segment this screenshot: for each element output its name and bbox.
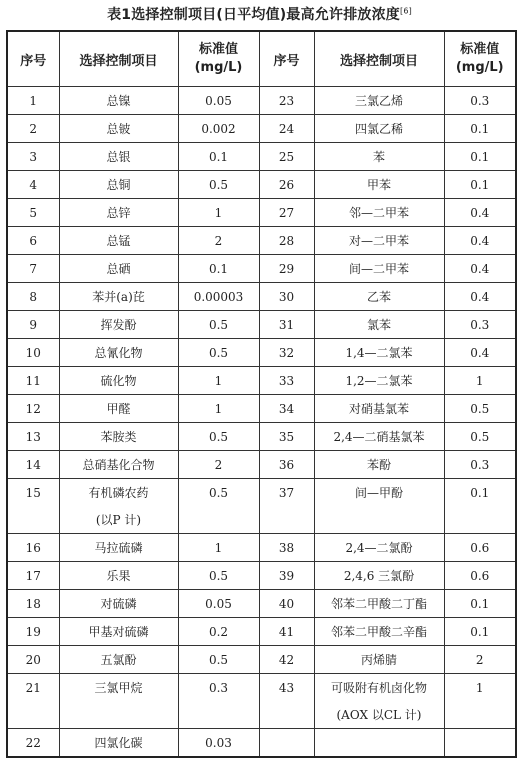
row-item-left: 挥发酚 bbox=[59, 311, 178, 339]
row-no-right: 31 bbox=[259, 311, 314, 339]
row-std-left bbox=[178, 506, 259, 534]
row-std-left: 0.002 bbox=[178, 115, 259, 143]
row-no-right: 38 bbox=[259, 534, 314, 562]
table-caption bbox=[0, 4, 519, 24]
row-no-right: 32 bbox=[259, 339, 314, 367]
table-row bbox=[7, 451, 516, 479]
row-no-left: 16 bbox=[7, 534, 59, 562]
row-item-left: 总铜 bbox=[59, 171, 178, 199]
row-item-right: (AOX 以CL 计) bbox=[314, 701, 444, 729]
row-std-left: 1 bbox=[178, 534, 259, 562]
table-row bbox=[7, 339, 516, 367]
row-std-right bbox=[444, 701, 516, 729]
row-no-right: 29 bbox=[259, 255, 314, 283]
row-std-right: 2 bbox=[444, 646, 516, 674]
row-item-right: 1,4—二氯苯 bbox=[314, 339, 444, 367]
row-std-left: 0.5 bbox=[178, 423, 259, 451]
row-item-left: 总锌 bbox=[59, 199, 178, 227]
row-no-right: 43 bbox=[259, 674, 314, 702]
row-item-right: 丙烯腈 bbox=[314, 646, 444, 674]
caption-reference: [6] bbox=[400, 6, 412, 16]
row-item-left: 总锰 bbox=[59, 227, 178, 255]
row-item-right: 三氯乙烯 bbox=[314, 87, 444, 115]
table-row bbox=[7, 534, 516, 562]
row-item-left: 总氰化物 bbox=[59, 339, 178, 367]
row-item-left: 有机磷农药 bbox=[59, 479, 178, 507]
row-std-right: 0.1 bbox=[444, 115, 516, 143]
row-std-left: 1 bbox=[178, 367, 259, 395]
row-std-left: 1 bbox=[178, 199, 259, 227]
row-item-right: 对硝基氯苯 bbox=[314, 395, 444, 423]
table-row bbox=[7, 227, 516, 255]
row-item-left: 甲基对硫磷 bbox=[59, 618, 178, 646]
header-std-right bbox=[444, 31, 516, 87]
row-item-right: 可吸附有机卤化物 bbox=[314, 674, 444, 702]
row-item-left: 总硝基化合物 bbox=[59, 451, 178, 479]
row-std-right: 0.6 bbox=[444, 534, 516, 562]
row-item-right: 邻—二甲苯 bbox=[314, 199, 444, 227]
row-no-left: 15 bbox=[7, 479, 59, 507]
row-no-left: 8 bbox=[7, 283, 59, 311]
row-no-left bbox=[7, 506, 59, 534]
row-no-left: 7 bbox=[7, 255, 59, 283]
row-std-left: 1 bbox=[178, 395, 259, 423]
row-std-right: 1 bbox=[444, 367, 516, 395]
row-no-left bbox=[7, 701, 59, 729]
row-item-left: 马拉硫磷 bbox=[59, 534, 178, 562]
header-no-left: 序号 bbox=[7, 31, 59, 87]
table-row bbox=[7, 311, 516, 339]
row-item-left: 苯并(a)芘 bbox=[59, 283, 178, 311]
row-no-left: 12 bbox=[7, 395, 59, 423]
row-std-left: 0.1 bbox=[178, 143, 259, 171]
row-item-right: 邻苯二甲酸二辛酯 bbox=[314, 618, 444, 646]
header-std-unit: (mg/L) bbox=[455, 60, 504, 75]
row-no-left: 4 bbox=[7, 171, 59, 199]
table-row bbox=[7, 283, 516, 311]
row-std-right: 0.3 bbox=[444, 311, 516, 339]
row-item-left: 三氯甲烷 bbox=[59, 674, 178, 702]
row-item-right: 2,4—二氯酚 bbox=[314, 534, 444, 562]
table-row bbox=[7, 506, 516, 534]
row-std-left: 0.05 bbox=[178, 590, 259, 618]
table-row bbox=[7, 729, 516, 758]
row-no-left: 22 bbox=[7, 729, 59, 758]
row-item-left: 总铍 bbox=[59, 115, 178, 143]
table-row bbox=[7, 255, 516, 283]
header-row bbox=[7, 31, 516, 87]
row-no-right: 35 bbox=[259, 423, 314, 451]
row-item-right: 1,2—二氯苯 bbox=[314, 367, 444, 395]
row-item-right: 2,4,6 三氯酚 bbox=[314, 562, 444, 590]
table-body bbox=[7, 87, 516, 758]
table-row bbox=[7, 590, 516, 618]
table-row bbox=[7, 199, 516, 227]
row-std-left: 0.5 bbox=[178, 171, 259, 199]
row-std-right: 0.5 bbox=[444, 395, 516, 423]
row-no-right: 36 bbox=[259, 451, 314, 479]
row-std-left: 0.2 bbox=[178, 618, 259, 646]
row-std-left: 0.1 bbox=[178, 255, 259, 283]
table-row bbox=[7, 674, 516, 702]
row-std-right: 0.4 bbox=[444, 227, 516, 255]
row-std-right: 0.1 bbox=[444, 590, 516, 618]
row-std-right bbox=[444, 506, 516, 534]
row-no-right bbox=[259, 729, 314, 758]
row-item-left bbox=[59, 701, 178, 729]
row-std-right: 0.1 bbox=[444, 143, 516, 171]
row-no-left: 6 bbox=[7, 227, 59, 255]
row-std-left: 0.5 bbox=[178, 339, 259, 367]
row-no-right: 23 bbox=[259, 87, 314, 115]
row-item-right: 2,4—二硝基氯苯 bbox=[314, 423, 444, 451]
row-no-left: 5 bbox=[7, 199, 59, 227]
table-row bbox=[7, 367, 516, 395]
table-row bbox=[7, 395, 516, 423]
row-std-right: 0.1 bbox=[444, 618, 516, 646]
row-std-left: 0.05 bbox=[178, 87, 259, 115]
row-no-left: 17 bbox=[7, 562, 59, 590]
row-no-left: 20 bbox=[7, 646, 59, 674]
row-std-left: 0.03 bbox=[178, 729, 259, 758]
row-item-right: 甲苯 bbox=[314, 171, 444, 199]
row-item-left: 乐果 bbox=[59, 562, 178, 590]
row-no-left: 21 bbox=[7, 674, 59, 702]
row-item-right: 苯 bbox=[314, 143, 444, 171]
row-no-left: 2 bbox=[7, 115, 59, 143]
row-item-right: 邻苯二甲酸二丁酯 bbox=[314, 590, 444, 618]
header-item-left: 选择控制项目 bbox=[59, 31, 178, 87]
table-row bbox=[7, 479, 516, 507]
header-std-label: 标准值 bbox=[460, 42, 500, 57]
row-no-right: 26 bbox=[259, 171, 314, 199]
emission-standards-table bbox=[6, 30, 517, 758]
header-item-right: 选择控制项目 bbox=[314, 31, 444, 87]
row-no-left: 10 bbox=[7, 339, 59, 367]
row-std-right: 1 bbox=[444, 674, 516, 702]
table-row bbox=[7, 423, 516, 451]
row-item-right: 苯酚 bbox=[314, 451, 444, 479]
row-no-left: 18 bbox=[7, 590, 59, 618]
table-row bbox=[7, 618, 516, 646]
row-item-right: 间—甲酚 bbox=[314, 479, 444, 507]
row-std-left: 2 bbox=[178, 227, 259, 255]
row-no-right: 24 bbox=[259, 115, 314, 143]
row-std-right: 0.3 bbox=[444, 451, 516, 479]
row-no-left: 19 bbox=[7, 618, 59, 646]
row-item-left: 总硒 bbox=[59, 255, 178, 283]
row-no-right: 28 bbox=[259, 227, 314, 255]
header-std-label: 标准值 bbox=[198, 42, 238, 57]
row-std-right: 0.3 bbox=[444, 87, 516, 115]
header-std-unit: (mg/L) bbox=[194, 60, 243, 75]
row-no-right: 34 bbox=[259, 395, 314, 423]
header-no-right: 序号 bbox=[259, 31, 314, 87]
table-row bbox=[7, 646, 516, 674]
row-no-left: 13 bbox=[7, 423, 59, 451]
row-item-left: 四氯化碳 bbox=[59, 729, 178, 758]
row-no-left: 3 bbox=[7, 143, 59, 171]
row-item-right: 氯苯 bbox=[314, 311, 444, 339]
row-std-right: 0.1 bbox=[444, 171, 516, 199]
caption-text: 表1选择控制项目(日平均值)最高允许排放浓度 bbox=[107, 7, 400, 23]
row-no-right: 41 bbox=[259, 618, 314, 646]
row-std-left: 0.5 bbox=[178, 646, 259, 674]
row-item-left: (以P 计) bbox=[59, 506, 178, 534]
row-no-right: 40 bbox=[259, 590, 314, 618]
table-row bbox=[7, 171, 516, 199]
row-std-left: 0.5 bbox=[178, 311, 259, 339]
row-std-left: 0.3 bbox=[178, 674, 259, 702]
header-std-left bbox=[178, 31, 259, 87]
row-no-right: 42 bbox=[259, 646, 314, 674]
row-no-right: 37 bbox=[259, 479, 314, 507]
table-row bbox=[7, 701, 516, 729]
row-item-left: 总银 bbox=[59, 143, 178, 171]
row-std-left: 0.5 bbox=[178, 562, 259, 590]
table-row bbox=[7, 87, 516, 115]
row-no-left: 14 bbox=[7, 451, 59, 479]
row-std-right: 0.4 bbox=[444, 255, 516, 283]
row-item-right bbox=[314, 729, 444, 758]
table-row bbox=[7, 143, 516, 171]
row-no-left: 11 bbox=[7, 367, 59, 395]
table-row bbox=[7, 115, 516, 143]
row-no-left: 1 bbox=[7, 87, 59, 115]
table-row bbox=[7, 562, 516, 590]
row-std-right: 0.1 bbox=[444, 479, 516, 507]
row-no-right: 39 bbox=[259, 562, 314, 590]
row-item-left: 五氯酚 bbox=[59, 646, 178, 674]
row-std-right: 0.6 bbox=[444, 562, 516, 590]
row-no-right bbox=[259, 506, 314, 534]
row-item-left: 对硫磷 bbox=[59, 590, 178, 618]
row-no-right: 33 bbox=[259, 367, 314, 395]
row-item-left: 硫化物 bbox=[59, 367, 178, 395]
row-std-right: 0.4 bbox=[444, 283, 516, 311]
row-item-right: 对—二甲苯 bbox=[314, 227, 444, 255]
row-std-right bbox=[444, 729, 516, 758]
row-no-left: 9 bbox=[7, 311, 59, 339]
row-item-right: 四氯乙稀 bbox=[314, 115, 444, 143]
row-std-right: 0.4 bbox=[444, 339, 516, 367]
row-item-right: 乙苯 bbox=[314, 283, 444, 311]
row-std-left: 2 bbox=[178, 451, 259, 479]
row-std-right: 0.5 bbox=[444, 423, 516, 451]
row-std-right: 0.4 bbox=[444, 199, 516, 227]
row-item-left: 苯胺类 bbox=[59, 423, 178, 451]
row-no-right: 30 bbox=[259, 283, 314, 311]
row-no-right: 25 bbox=[259, 143, 314, 171]
row-item-left: 甲醛 bbox=[59, 395, 178, 423]
row-std-left: 0.00003 bbox=[178, 283, 259, 311]
row-std-left bbox=[178, 701, 259, 729]
row-item-right bbox=[314, 506, 444, 534]
row-std-left: 0.5 bbox=[178, 479, 259, 507]
row-item-right: 间—二甲苯 bbox=[314, 255, 444, 283]
row-no-right: 27 bbox=[259, 199, 314, 227]
row-item-left: 总镍 bbox=[59, 87, 178, 115]
row-no-right bbox=[259, 701, 314, 729]
